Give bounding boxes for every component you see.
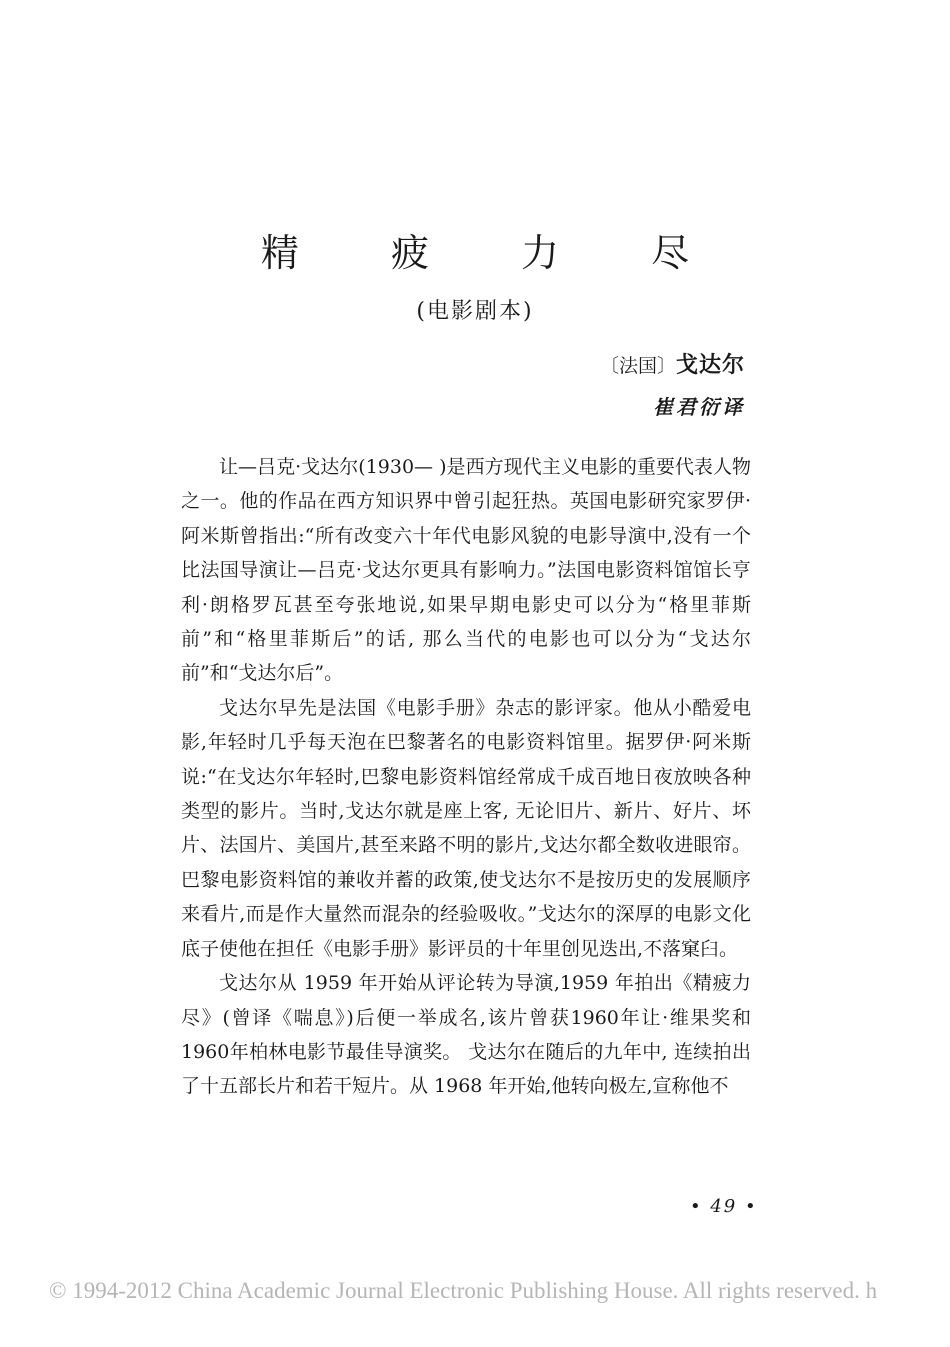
paragraph: 戈达尔早先是法国《电影手册》杂志的影评家。他从小酷爱电影,年轻时几乎每天泡在巴黎著名的电影资料馆里。据罗伊·阿米斯说:“在戈达尔年轻时,巴黎电影资料馆经常成千成百地日夜放映各种类型的影片。当时,戈达尔就是座上客, 无论旧片、新片、好片、坏片、法国片、美国片,甚至来路不明的影片,戈达尔都全数收进眼帘。巴黎电影资料馆的兼收并蓄的政策,使戈达尔不是按历史的发展顺序来看片,而是作大量然而混杂的经验吸收。”戈达尔的深厚的电影文化底子使他在担任《电影手册》影评员的十年里创见迭出,不落窠臼。 (181, 696, 751, 960)
author-country: 〔法国〕 (599, 355, 676, 377)
article-body (181, 450, 751, 1104)
page-number: • 49 • (690, 1196, 758, 1217)
author-name: 戈达尔 (675, 353, 745, 378)
copyright-watermark: © 1994-2012 China Academic Journal Electronic Publishing House. All rights reserved. h (49, 1278, 878, 1303)
paragraph: 让—吕克·戈达尔(1930— )是西方现代主义电影的重要代表人物之一。他的作品在西方知识界中曾引起狂热。英国电影研究家罗伊·阿米斯曾指出:“所有改变六十年代电影风貌的电影导演中,没有一个比法国导演让—吕克·戈达尔更具有影响力。”法国电影资料馆馆长亨利·朗格罗瓦甚至夸张地说,如果早期电影史可以分为“格里菲斯前”和“格里菲斯后”的话, 那么当代的电影也可以分为“戈达尔前”和“戈达尔后”。 (181, 456, 751, 685)
subtitle: (电影剧本) (416, 299, 534, 324)
paragraph: 戈达尔从 1959 年开始从评论转为导演,1959 年拍出《精疲力尽》(曾译《喘息》)后便一举成名,该片曾获1960年让·维果奖和1960年柏林电影节最佳导演奖。 戈达尔在随后的九年中, 连续拍出了十五部长片和若干短片。从 1968 年开始,他转向极左,宣称他不 (181, 972, 751, 1098)
translator-line: 崔君衍译 (653, 395, 745, 419)
author-line (600, 348, 745, 379)
page-title: 精 疲 力 尽 (260, 231, 730, 275)
